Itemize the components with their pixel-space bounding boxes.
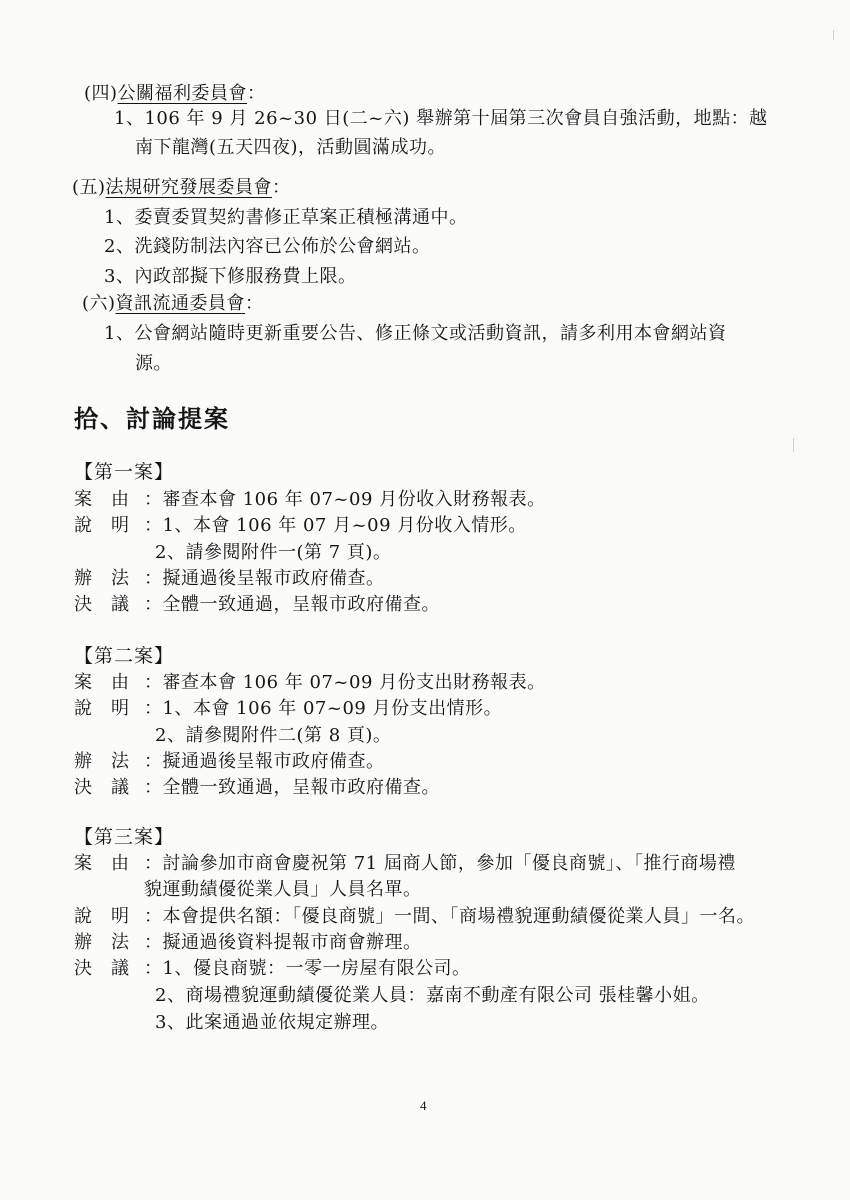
sec4-heading-name: 公關福利委員會 xyxy=(117,83,248,104)
sec4-item1-line2: 南下龍灣(五天四夜)，活動圓滿成功。 xyxy=(135,137,447,158)
case2-resolution xyxy=(74,776,440,800)
case3-reason-label: 案 由 xyxy=(74,853,130,874)
case3-reason-line2: 貌運動績優從業人員」人員名單。 xyxy=(144,879,422,900)
case1-resolution-label: 決 議 xyxy=(74,594,130,615)
case2-reason xyxy=(74,671,546,695)
sec5-heading-name: 法規研究發展委員會 xyxy=(105,177,273,198)
case1-reason-label: 案 由 xyxy=(74,489,130,510)
case3-method xyxy=(74,931,422,955)
case3-resolution xyxy=(74,957,470,981)
page-number: 4 xyxy=(420,1098,427,1113)
scan-mark xyxy=(793,438,794,452)
case3-resolution-line3: 3、此案通過並依規定辦理。 xyxy=(155,1012,389,1033)
case3-resolution-text: ：1、優良商號：一零一房屋有限公司。 xyxy=(144,958,471,979)
sec4-heading-number: (四) xyxy=(84,83,118,104)
scan-mark xyxy=(833,30,834,40)
case2-explain-line2: 2、請參閱附件二(第 8 頁)。 xyxy=(155,725,392,746)
case1-explain-line2: 2、請參閱附件一(第 7 頁)。 xyxy=(155,542,392,563)
case3-resolution-label: 決 議 xyxy=(74,958,130,979)
sec4-heading xyxy=(84,82,266,106)
sec5-item2: 2、洗錢防制法內容已公佈於公會網站。 xyxy=(104,236,431,257)
case2-method xyxy=(74,750,385,774)
case1-resolution-text: ：全體一致通過，呈報市政府備查。 xyxy=(144,594,440,615)
case2-resolution-text: ：全體一致通過，呈報市政府備查。 xyxy=(144,777,440,798)
case2-reason-label: 案 由 xyxy=(74,672,130,693)
case3-explain-text: ：本會提供名額：「優良商號」一間、「商場禮貌運動績優從業人員」一名。 xyxy=(144,906,755,927)
case2-method-text: ：擬通過後呈報市政府備查。 xyxy=(144,751,385,772)
case2-resolution-label: 決 議 xyxy=(74,777,130,798)
sec6-item1-line2: 源。 xyxy=(135,353,172,374)
case1-explain-text: ：1、本會 106 年 07 月~09 月份收入情形。 xyxy=(144,515,527,536)
case2-method-label: 辦 法 xyxy=(74,751,130,772)
case1-resolution xyxy=(74,593,440,617)
case1-method xyxy=(74,567,385,591)
sec4-heading-colon: ： xyxy=(247,83,266,104)
case1-method-text: ：擬通過後呈報市政府備查。 xyxy=(144,568,385,589)
case3-method-label: 辦 法 xyxy=(74,932,130,953)
sec6-heading-colon: ： xyxy=(245,293,264,314)
sec5-heading xyxy=(72,176,291,200)
sec6-heading-number: (六) xyxy=(82,293,116,314)
case3-resolution-line2: 2、商場禮貌運動績優從業人員：嘉南不動產有限公司 張桂馨小姐。 xyxy=(155,985,710,1006)
case2-explain-label: 說 明 xyxy=(74,698,130,719)
sec6-heading-name: 資訊流通委員會 xyxy=(115,293,246,314)
case3-reason-text: ：討論參加市商會慶祝第 71 屆商人節，參加「優良商號」、「推行商場禮 xyxy=(144,853,736,874)
case3-reason xyxy=(74,852,736,876)
sec5-item1: 1、委賣委買契約書修正草案正積極溝通中。 xyxy=(104,207,468,228)
case3-method-text: ：擬通過後資料提報市商會辦理。 xyxy=(144,932,422,953)
sec5-heading-number: (五) xyxy=(72,177,106,198)
case2-reason-text: ：審查本會 106 年 07~09 月份支出財務報表。 xyxy=(144,672,546,693)
case3-explain-label: 說 明 xyxy=(74,906,130,927)
case1-reason-text: ：審查本會 106 年 07~09 月份收入財務報表。 xyxy=(144,489,546,510)
case2-title: 【第二案】 xyxy=(74,645,175,667)
sec6-heading xyxy=(82,292,264,316)
case1-explain-label: 說 明 xyxy=(74,515,130,536)
sec6-item1-line1: 1、公會網站隨時更新重要公告、修正條文或活動資訊，請多利用本會網站資 xyxy=(104,323,727,344)
case1-reason xyxy=(74,488,546,512)
case1-method-label: 辦 法 xyxy=(74,568,130,589)
case3-title: 【第三案】 xyxy=(74,826,175,848)
case2-explain xyxy=(74,697,502,721)
case1-explain xyxy=(74,514,527,538)
section-title: 拾、討論提案 xyxy=(74,404,230,433)
sec4-item1-line1: 1、106 年 9 月 26~30 日(二~六) 舉辦第十屆第三次會員自強活動，地點：越 xyxy=(114,108,768,129)
sec5-item3: 3、內政部擬下修服務費上限。 xyxy=(104,266,357,287)
case2-explain-text: ：1、本會 106 年 07~09 月份支出情形。 xyxy=(144,698,503,719)
case3-explain xyxy=(74,905,755,929)
case1-title: 【第一案】 xyxy=(74,461,175,483)
sec5-heading-colon: ： xyxy=(272,177,291,198)
